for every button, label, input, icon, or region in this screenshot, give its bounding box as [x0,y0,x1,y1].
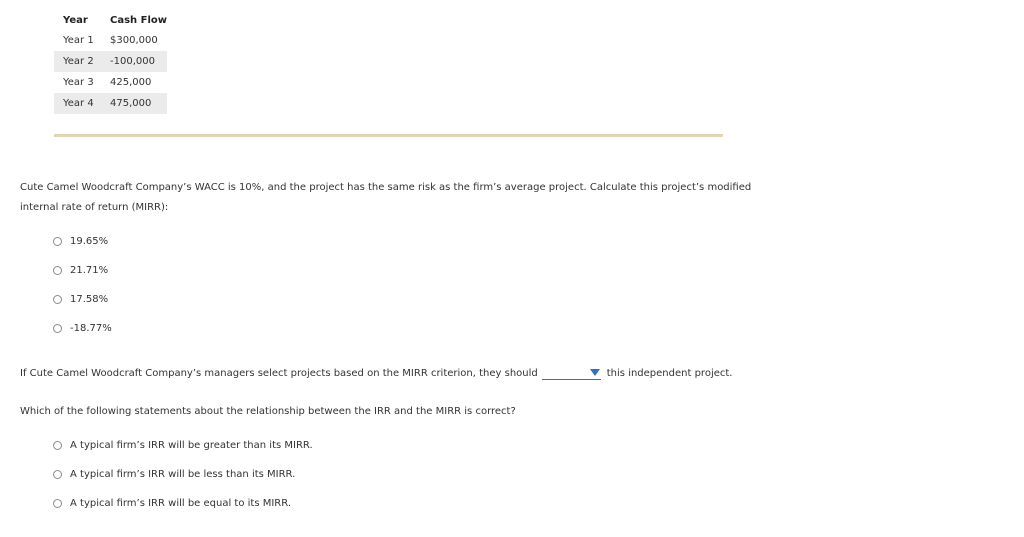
radio-button[interactable] [53,266,62,275]
table-row [54,72,167,93]
option-label: A typical firm’s IRR will be less than its MIRR. [70,469,296,480]
mirr-option-2[interactable] [53,265,108,276]
year-cell: Year 4 [54,93,102,114]
mirr-option-4[interactable] [53,323,112,334]
mirr-option-1[interactable] [53,236,108,247]
cash-flow-table [54,10,167,114]
year-column-header: Year [63,14,88,26]
radio-button[interactable] [53,470,62,479]
mirr-option-3[interactable] [53,294,108,305]
decision-question-prefix: If Cute Camel Woodcraft Company’s managers select projects based on the MIRR criterion, they should [20,367,538,379]
irr-mirr-option-1[interactable] [53,440,313,451]
radio-button[interactable] [53,324,62,333]
radio-button[interactable] [53,499,62,508]
table-row [54,93,167,114]
decision-question-suffix: this independent project. [606,367,733,379]
year-cell: Year 3 [54,72,102,93]
cash-flow-cell: $300,000 [102,30,167,51]
cash-flow-cell: 425,000 [102,72,167,93]
option-label: A typical firm’s IRR will be equal to its MIRR. [70,498,292,509]
chevron-down-icon[interactable] [590,369,600,376]
table-header-row [54,10,167,30]
option-label: 17.58% [70,294,109,305]
section-divider [54,134,723,137]
irr-mirr-question-text: Which of the following statements about the relationship between the IRR and the MIRR is correct? [20,406,516,417]
year-cell: Year 1 [54,30,102,51]
option-label: 19.65% [70,236,109,247]
decision-question [20,366,732,380]
radio-button[interactable] [53,237,62,246]
radio-button[interactable] [53,441,62,450]
mirr-question-text: Cute Camel Woodcraft Company’s WACC is 10%, and the project has the same risk as the firm’s average project. Calculate this project’s modified internal rate of return (MIRR): [20,182,752,213]
cash-flow-cell: 475,000 [102,93,167,114]
option-label: A typical firm’s IRR will be greater than its MIRR. [70,440,313,451]
option-label: -18.77% [70,323,112,334]
irr-mirr-option-2[interactable] [53,469,295,480]
decision-dropdown[interactable] [542,366,601,380]
option-label: 21.71% [70,265,109,276]
table-row [54,30,167,51]
radio-button[interactable] [53,295,62,304]
irr-mirr-option-3[interactable] [53,498,291,509]
year-cell: Year 2 [54,51,102,72]
cash-flow-cell: -100,000 [102,51,167,72]
cash-flow-column-header: Cash Flow [110,14,168,26]
table-row [54,51,167,72]
